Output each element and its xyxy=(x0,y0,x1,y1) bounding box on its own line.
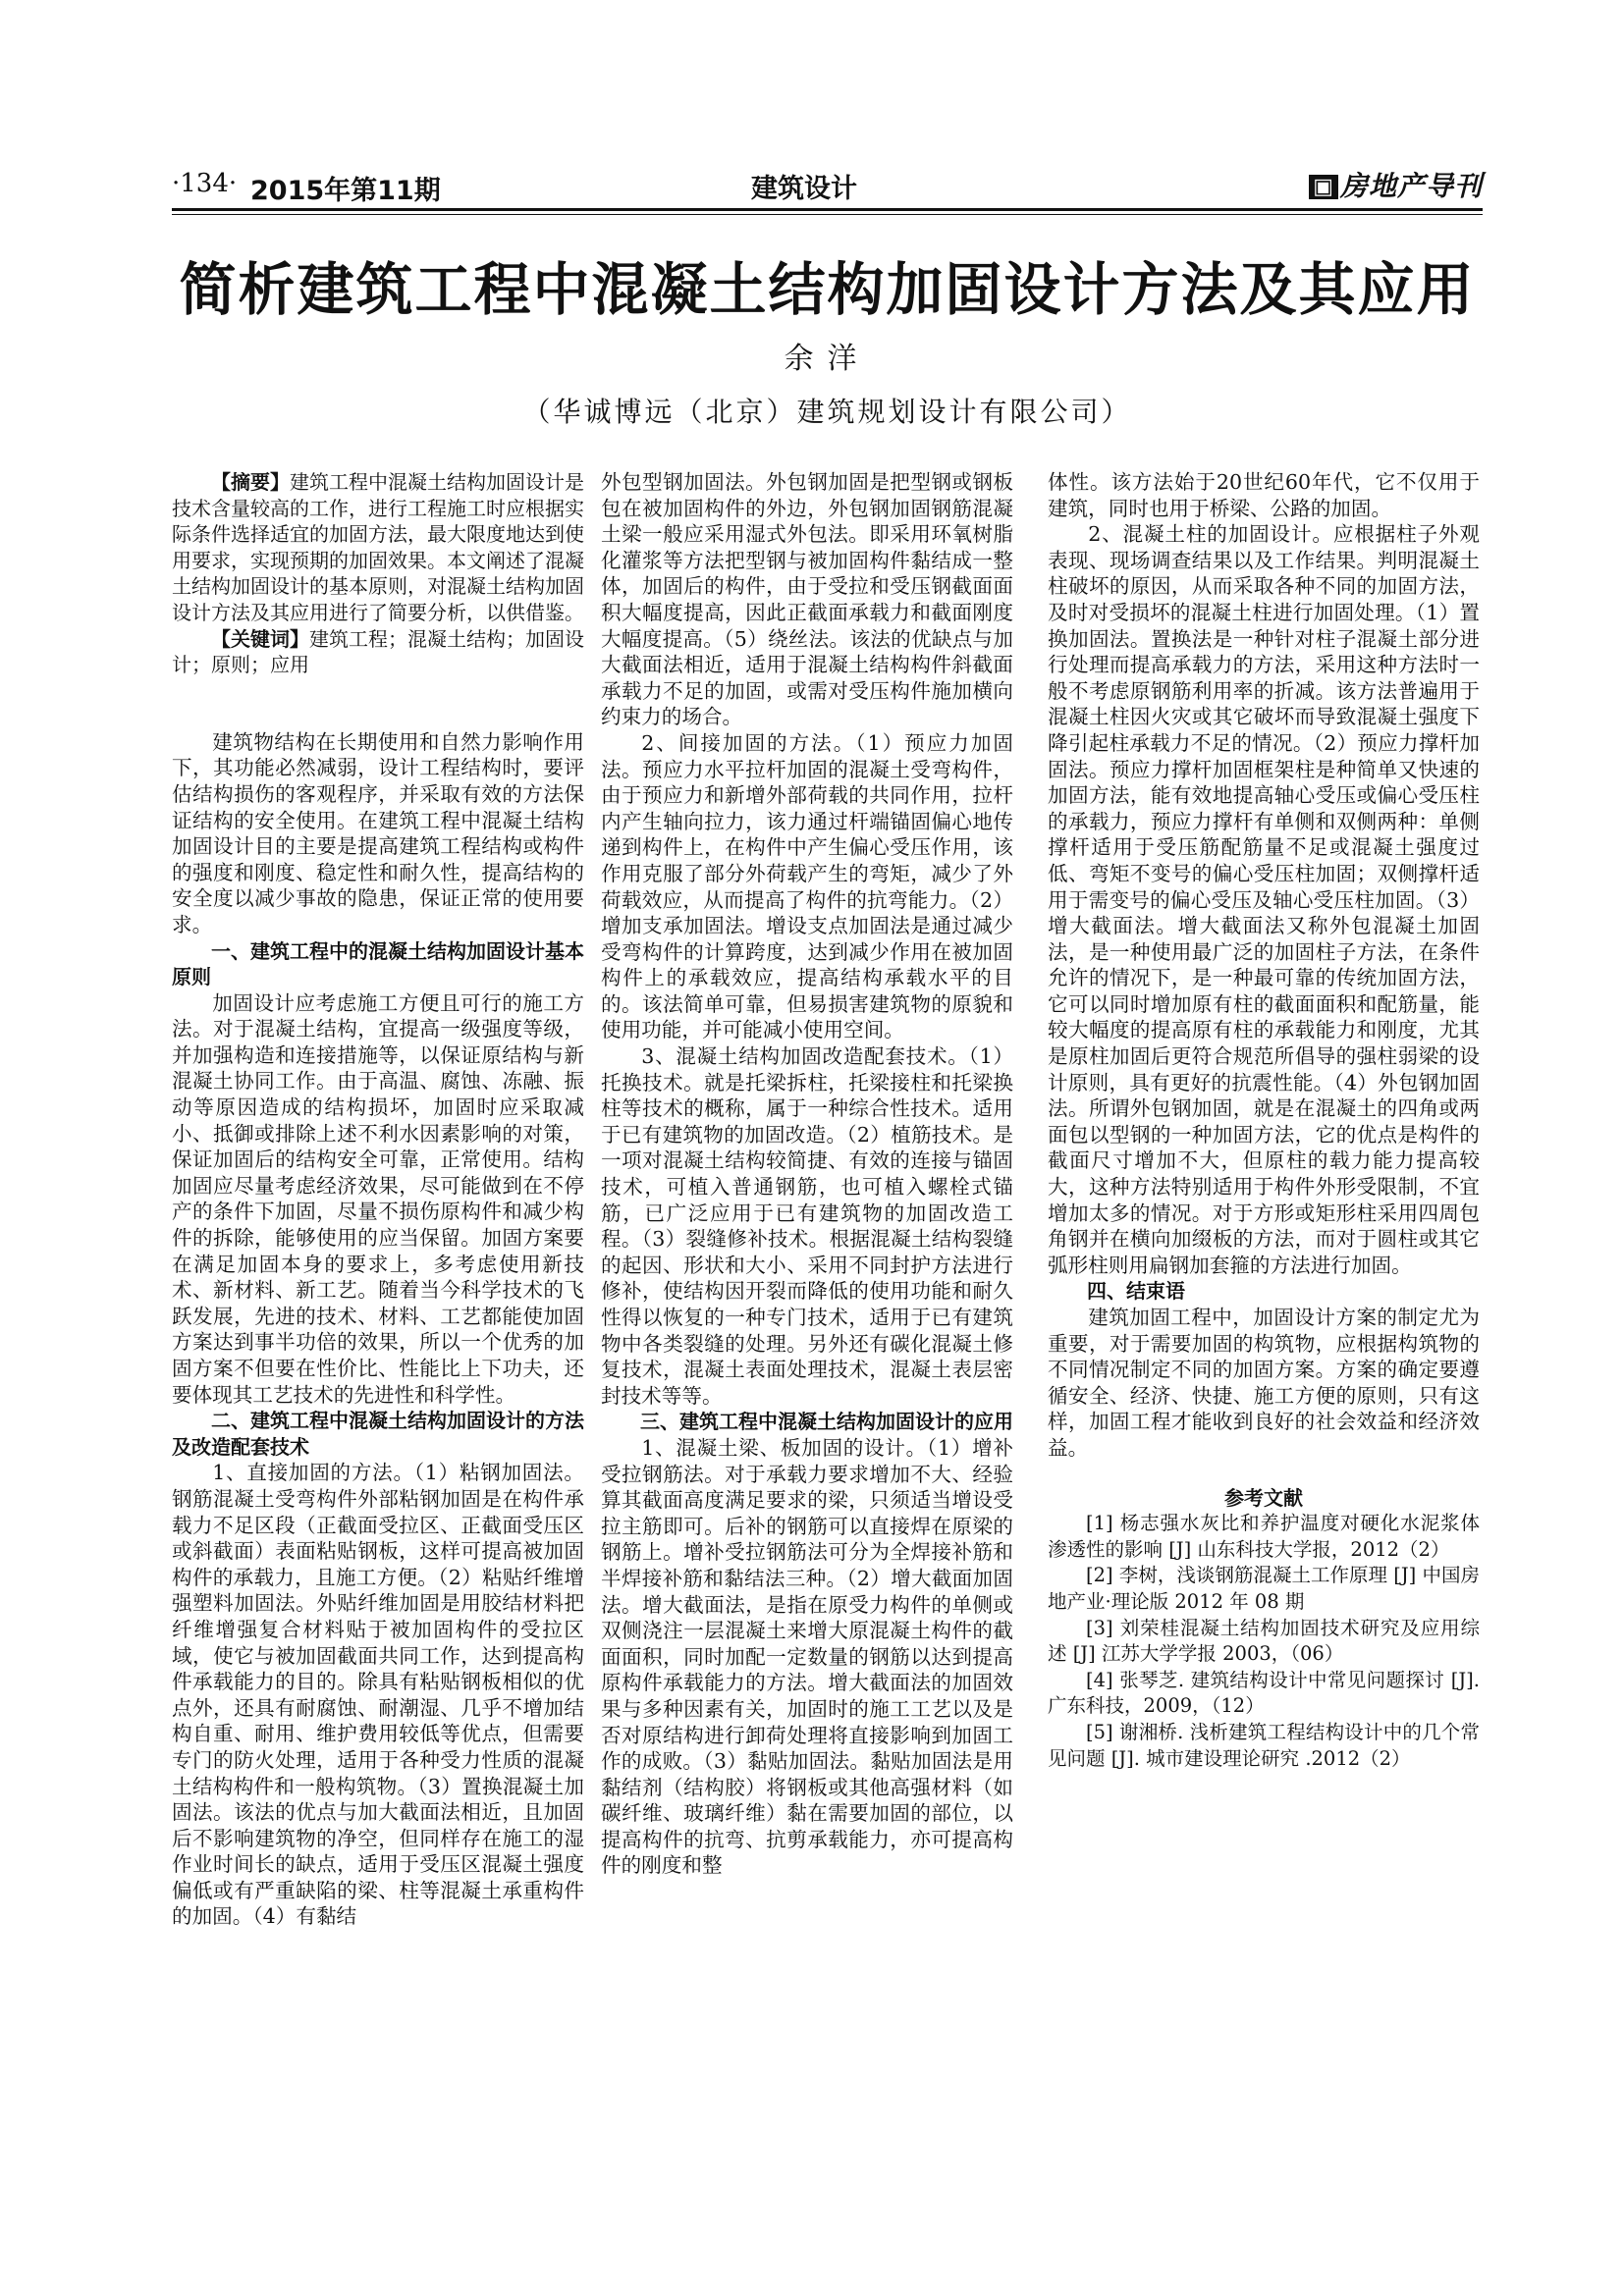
section-heading-2: 二、建筑工程中混凝土结构加固设计的方法及改造配套技术 xyxy=(172,1409,584,1459)
section-heading-1: 一、建筑工程中的混凝土结构加固设计基本原则 xyxy=(172,938,584,989)
paragraph-column-design: 2、混凝土柱的加固设计。应根据柱子外观表现、现场调查结果以及工作结果。判明混凝土柱破坏的原因，从而采取各种不同的加固方法，及时对受损坏的混凝土柱进行加固处理。（1）置换加固法。置换法是一种针对柱子混凝土部分进行处理而提高承载力的方法，采用这种方法时一般不考虑原钢筋利用率的折减。该方法普遍用于混凝土柱因火灾或其它破坏而导致混凝土强度下降引起柱承载力不足的情况。（2）预应力撑杆加固法。预应力撑杆加固框架柱是种简单又快速的加固方法，能有效地提高轴心受压或偏心受压柱的承载力，预应力撑杆有单侧和双侧两种：单侧撑杆适用于受压筋配筋量不足或混凝土强度过低、弯矩不变号的偏心受压柱加固；双侧撑杆适用于需变号的偏心受压及轴心受压柱加固。（3）增大截面法。增大截面法又称外包混凝土加固法，是一种使用最广泛的加固柱子方法，在条件允许的情况下，是一种最可靠的传统加固方法，它可以同时增加原有柱的截面面积和配筋量，能较大幅度的提高原有柱的承载能力和刚度，尤其是原柱加固后更符合规范所倡导的强柱弱梁的设计原则，具有更好的抗震性能。（4）外包钢加固法。所谓外包钢加固，就是在混凝土的四角或两面包以型钢的一种加固方法，它的优点是构件的截面尺寸增加不大，但原柱的载力能力提高较大，这种方法特别适用于构件外形受限制，不宜增加太多的情况。对于方形或矩形柱采用四周包角钢并在横向加缀板的方法，而对于圆柱或其它弧形柱则用扁钢加套箍的方法进行加固。 xyxy=(1048,522,1480,1277)
paragraph-direct-methods: 1、直接加固的方法。（1）粘钢加固法。钢筋混凝土受弯构件外部粘钢加固是在构件承载力不足区段（正截面受拉区、正截面受压区或斜截面）表面粘贴钢板，这样可提高被加固构件的承载力，且施工方便。（2）粘贴纤维增强塑料加固法。外贴纤维加固是用胶结材料把纤维增强复合材料贴于被加固构件的受拉区域，使它与被加固截面共同工作，达到提高构件承载能力的目的。除具有粘贴钢板相似的优点外，还具有耐腐蚀、耐潮湿、几乎不增加结构自重、耐用、维护费用较低等优点，但需要专门的防火处理，适用于各种受力性质的混凝土结构构件和一般构筑物。（3）置换混凝土加固法。该法的优点与加大截面法相近，且加固后不影响建筑物的净空，但同样存在施工的湿作业时间长的缺点，适用于受压区混凝土强度偏低或有严重缺陷的梁、柱等混凝土承重构件的加固。（4）有黏结 xyxy=(172,1461,584,1929)
column-3 xyxy=(1048,469,1480,1772)
journal-logo xyxy=(1309,165,1483,204)
abstract xyxy=(172,469,584,626)
spacer xyxy=(172,678,584,729)
journal-logo-text: 房地产导刊 xyxy=(1339,170,1483,202)
reference-item: [5] 谢湘桥. 浅析建筑工程结构设计中的几个常见问题 [J]. 城市建设理论研究 .2012（2） xyxy=(1048,1720,1480,1770)
section-heading-3: 三、建筑工程中混凝土结构加固设计的应用 xyxy=(640,1410,1013,1434)
article-title: 简析建筑工程中混凝土结构加固设计方法及其应用 xyxy=(179,256,1476,323)
header-rule-thin xyxy=(172,214,1483,215)
keywords xyxy=(172,626,584,678)
intro-paragraph: 建筑物结构在长期使用和自然力影响作用下，其功能必然减弱，设计工程结构时，要评估结构损伤的客观程序，并采取有效的方法保证结构的安全使用。在建筑工程中混凝土结构加固设计目的主要是提高建筑工程结构或构件的强度和刚度、稳定性和耐久性，提高结构的安全度以减少事故的隐患，保证正常的使用要求。 xyxy=(172,729,584,936)
column-1 xyxy=(172,469,584,1930)
issue-label: 2015年第11期 xyxy=(250,176,441,206)
paragraph-direct-methods-cont: 外包型钢加固法。外包钢加固是把型钢或钢板包在被加固构件的外边，外包钢加固钢筋混凝土梁一般应采用湿式外包法。即采用环氧树脂化灌浆等方法把型钢与被加固构件黏结成一整体，加固后的构件，由于受拉和受压钢截面面积大幅度提高，因此正截面承载力和截面刚度大幅度提高。（5）绕丝法。该法的优缺点与加大截面法相近，适用于混凝土结构构件斜截面承载力不足的加固，或需对受压构件施加横向约束力的场合。 xyxy=(601,470,1013,729)
paragraph-beam-slab: 1、混凝土梁、板加固的设计。（1）增补受拉钢筋法。对于承载力要求增加不大、经验算其截面高度满足要求的梁，只须适当增设受拉主筋即可。后补的钢筋可以直接焊在原梁的钢筋上。增补受拉钢筋法可分为全焊接补筋和半焊接补筋和黏结法三种。（2）增大截面加固法。增大截面法，是指在原受力构件的单侧或双侧浇注一层混凝土来增大原混凝土构件的截面面积，同时加配一定数量的钢筋以达到提高原构件承载能力的方法。增大截面法的加固效果与多种因素有关，加固时的施工工艺以及是否对原结构进行卸荷处理将直接影响到加固工作的成败。（3）黏贴加固法。黏贴加固法是用黏结剂（结构胶）将钢板或其他高强材料（如碳纤维、玻璃纤维）黏在需要加固的部位，以提高构件的抗弯、抗剪承载能力，亦可提高构件的刚度和整 xyxy=(601,1435,1013,1878)
abstract-text: 建筑工程中混凝土结构加固设计是技术含量较高的工作，进行工程施工时应根据实际条件选择适宜的加固方法，最大限度地达到使用要求，实现预期的加固效果。本文阐述了混凝土结构加固设计的基本原则，对混凝土结构加固设计方法及其应用进行了简要分析，以供借鉴。 xyxy=(172,470,584,624)
paragraph-indirect-methods: 2、间接加固的方法。（1）预应力加固法。预应力水平拉杆加固的混凝土受弯构件，由于预应力和新增外部荷载的共同作用，拉杆内产生轴向拉力，该力通过杆端锚固偏心地传递到构件上，在构件中产生偏心受压作用，该作用克服了部分外荷载产生的弯矩，减少了外荷载效应，从而提高了构件的抗弯能力。（2）增加支承加固法。增设支点加固法是通过减少受弯构件的计算跨度，达到减少作用在被加固构件上的承载效应，提高结构承载水平的目的。该法简单可靠，但易损害建筑物的原貌和使用功能，并可能减小使用空间。 xyxy=(601,730,1013,1042)
article-author: 余洋 xyxy=(784,342,871,376)
section-label: 建筑设计 xyxy=(751,174,857,204)
paragraph-principles: 加固设计应考虑施工方便且可行的施工方法。对于混凝土结构，宜提高一级强度等级，并加强构造和连接措施等，以保证原结构与新混凝土协同工作。由于高温、腐蚀、冻融、振动等原因造成的结构损坏，加固时应采取减小、抵御或排除上述不利水因素影响的对策，保证加固后的结构安全可靠，正常使用。结构加固应尽量考虑经济效果，尽可能做到在不停产的条件下加固，尽量不损伤原构件和减少构件的拆除，能够使用的应当保留。加固方案要在满足加固本身的要求上，多考虑使用新技术、新材料、新工艺。随着当今科学技术的飞跃发展，先进的技术、材料、工艺都能使加固方案达到事半功倍的效果，所以一个优秀的加固方案不但要在性价比、性能比上下功夫，还要体现其工艺技术的先进性和科学性。 xyxy=(172,990,584,1407)
running-header xyxy=(172,167,1483,206)
page-number: ·134· xyxy=(172,169,238,198)
paragraph-conclusion: 建筑加固工程中，加固设计方案的制定尤为重要，对于需要加固的构筑物，应根据构筑物的不同情况制定不同的加固方案。方案的确定要遵循安全、经济、快捷、施工方便的原则，只有这样，加固工程才能收到良好的社会效益和经济效益。 xyxy=(1048,1306,1480,1460)
reference-item: [3] 刘荣桂混凝土结构加固技术研究及应用综述 [J] 江苏大学学报 2003，（06） xyxy=(1048,1616,1480,1666)
abstract-label: 【摘要】 xyxy=(211,470,290,494)
references-heading: 参考文献 xyxy=(1224,1485,1303,1510)
paragraph-beam-slab-cont: 体性。该方法始于20世纪60年代，它不仅用于建筑，同时也用于桥梁、公路的加固。 xyxy=(1048,470,1480,520)
paragraph-supporting-tech: 3、混凝土结构加固改造配套技术。（1）托换技术。就是托梁拆柱，托梁接柱和托梁换柱等技术的概称，属于一种综合性技术。适用于已有建筑物的加固改造。（2）植筋技术。是一项对混凝土结构较简捷、有效的连接与锚固技术，可植入普通钢筋，也可植入螺栓式锚筋，已广泛应用于已有建筑物的加固改造工程。（3）裂缝修补技术。根据混凝土结构裂缝的起因、形状和大小、采用不同封护方法进行修补，使结构因开裂而降低的使用功能和耐久性得以恢复的一种专门技术，适用于已有建筑物中各类裂缝的处理。另外还有碳化混凝土修复技术，混凝土表面处理技术，混凝土表层密封技术等等。 xyxy=(601,1044,1013,1408)
journal-logo-icon: ▣ xyxy=(1309,175,1338,199)
keywords-text: 建筑工程；混凝土结构；加固设计；原则；应用 xyxy=(172,626,584,677)
article-affiliation: （华诚博远（北京）建筑规划设计有限公司） xyxy=(522,396,1132,428)
column-2 xyxy=(601,469,1013,1879)
header-rule xyxy=(172,208,1483,211)
reference-item: [4] 张琴芝. 建筑结构设计中常见问题探讨 [J]. 广东科技，2009，（12） xyxy=(1048,1668,1480,1718)
section-heading-4: 四、结束语 xyxy=(1087,1279,1185,1304)
reference-item: [1] 杨志强水灰比和养护温度对硬化水泥浆体渗透性的影响 [J] 山东科技大学报，2012（2） xyxy=(1048,1512,1480,1561)
reference-item: [2] 李树，浅谈钢筋混凝土工作原理 [J] 中国房地产业·理论版 2012 年 08 期 xyxy=(1048,1564,1480,1613)
keywords-label: 【关键词】 xyxy=(211,626,309,651)
